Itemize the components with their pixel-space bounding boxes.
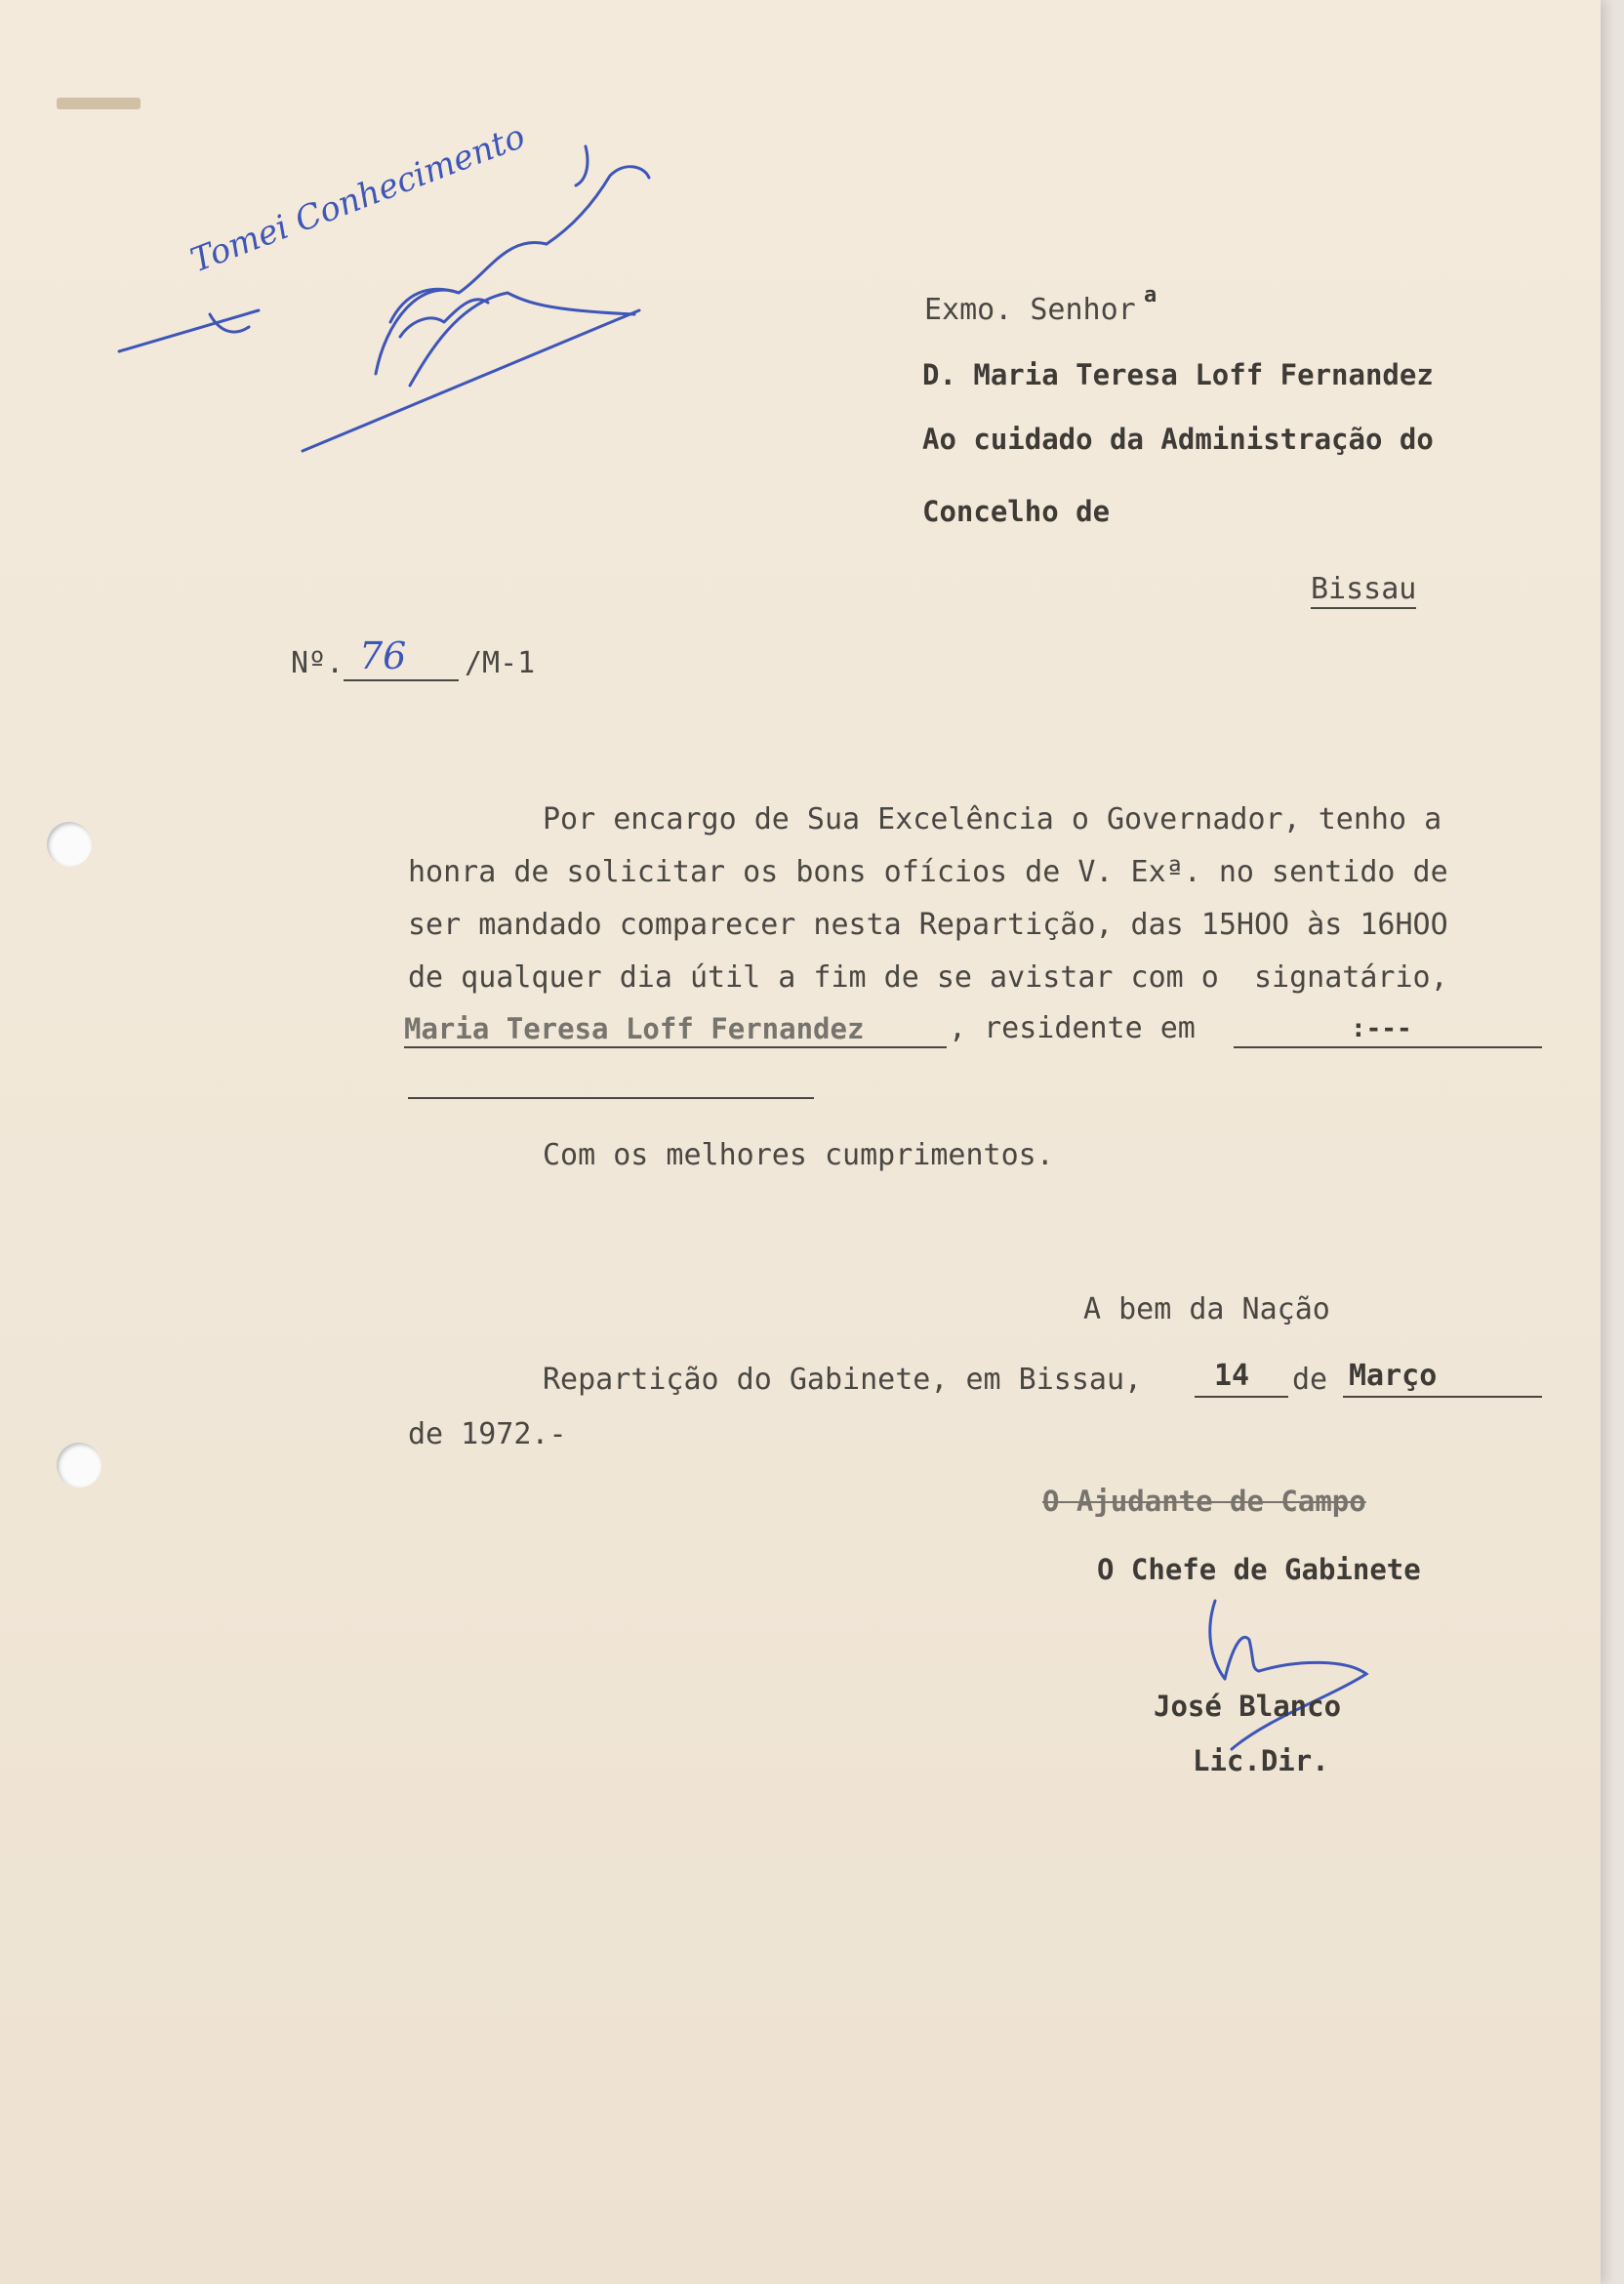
signatory-credential: Lic.Dir.	[1193, 1744, 1329, 1777]
month-underline	[1343, 1396, 1542, 1398]
reference-number: 76	[359, 634, 407, 677]
residence-text: , residente em	[949, 1011, 1196, 1045]
salutation-suffix: a	[1144, 283, 1157, 307]
recipient-name: D. Maria Teresa Loff Fernandez	[922, 358, 1434, 391]
date-month: Março	[1349, 1359, 1438, 1393]
salutation: Exmo. Senhor	[924, 293, 1136, 327]
closing-line: Com os melhores cumprimentos.	[543, 1138, 1054, 1172]
recipient-line-3: Concelho de	[922, 495, 1111, 528]
body-line-2: honra de solicitar os bons ofícios de V. Exª. no sentido de	[408, 855, 1448, 889]
residence-underline	[1234, 1046, 1542, 1048]
person-name: Maria Teresa Loff Fernandez	[404, 1012, 865, 1045]
struck-title: O Ajudante de Campo	[1042, 1485, 1366, 1518]
residence-underline-2	[408, 1097, 814, 1099]
date-de: de	[1292, 1363, 1328, 1397]
handwritten-note-text: Tomei Conhecimento	[185, 116, 531, 281]
body-line-4: de qualquer dia útil a fim de se avistar com o signatário,	[408, 960, 1448, 995]
place-date: Repartição do Gabinete, em Bissau,	[543, 1363, 1143, 1397]
body-line-3: ser mandado comparecer nesta Repartição, das 15HOO às 16HOO	[408, 908, 1448, 942]
reference-underline	[344, 679, 459, 681]
reference-prefix: Nº.	[291, 646, 345, 680]
recipient-city: Bissau	[1311, 572, 1416, 609]
signatory-title: O Chefe de Gabinete	[1097, 1553, 1421, 1586]
reference-suffix: /M-1	[465, 646, 536, 680]
day-underline	[1195, 1396, 1288, 1398]
date-year: de 1972.-	[408, 1417, 567, 1451]
person-underline	[404, 1046, 947, 1048]
motto: A bem da Nação	[1083, 1292, 1330, 1326]
recipient-line-2: Ao cuidado da Administração do	[922, 423, 1434, 456]
signatory-name: José Blanco	[1154, 1690, 1342, 1723]
body-line-1: Por encargo de Sua Excelência o Governador, tenho a	[543, 802, 1442, 836]
date-day: 14	[1214, 1359, 1250, 1393]
residence-value: :---	[1351, 1014, 1412, 1043]
